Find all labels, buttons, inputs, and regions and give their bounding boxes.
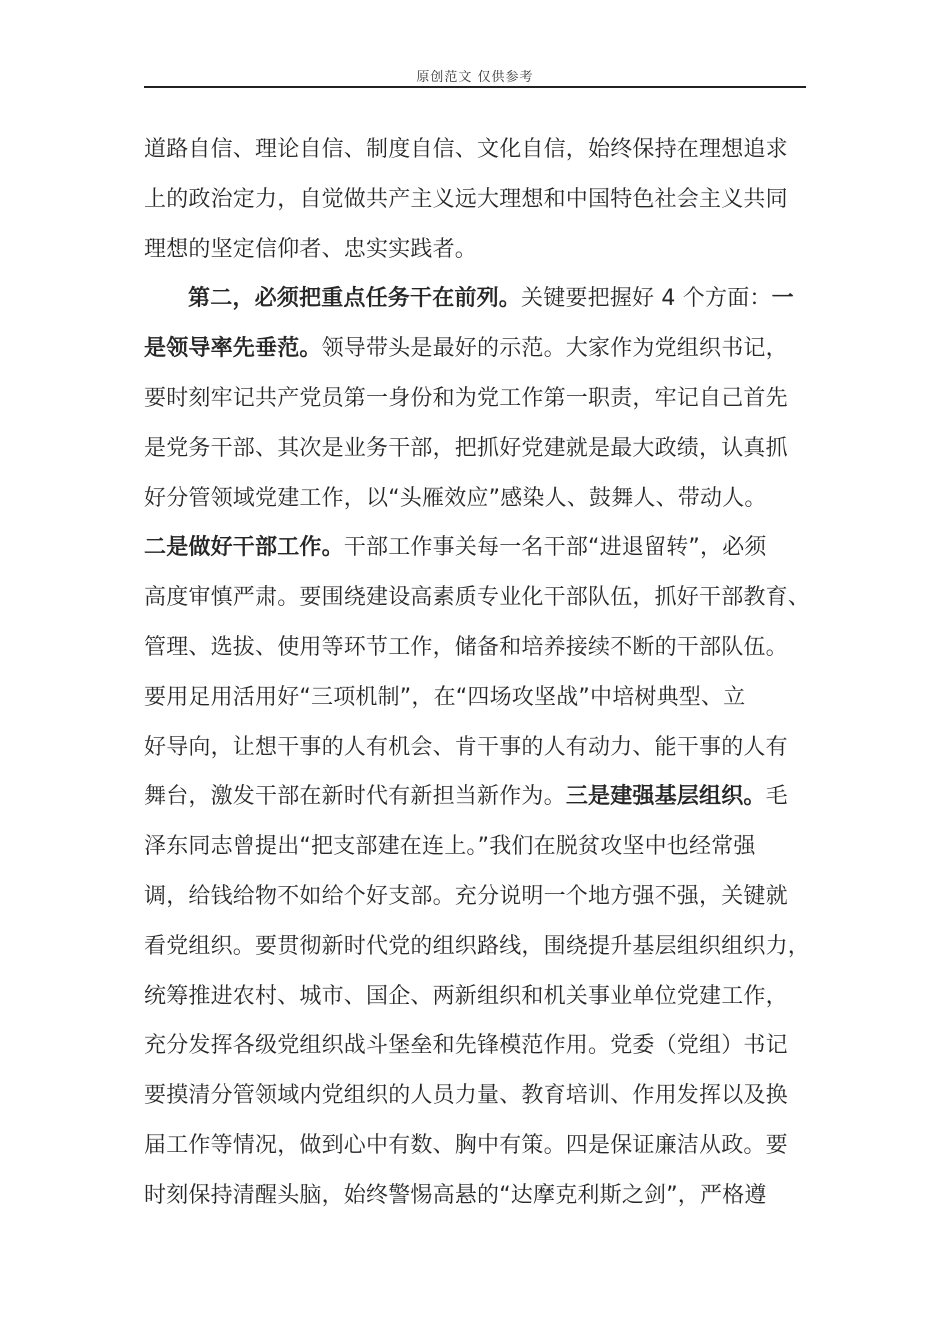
text-line — [144, 175, 806, 225]
text-segment: 关键要把握好 4 个方面： — [521, 286, 772, 312]
bold-text-segment: 二是做好干部工作。 — [144, 535, 344, 561]
text-line — [144, 922, 811, 972]
bold-text-segment: 第二，必须把重点任务干在前列。 — [188, 286, 522, 312]
text-line — [144, 822, 806, 872]
text-segment: 理想的坚定信仰者、忠实实践者。 — [144, 236, 478, 262]
bold-text-segment: 一 — [771, 286, 794, 312]
text-segment: 要用足用活用好“三项机制”，在“四场攻坚战”中培树典型、立 — [144, 684, 746, 710]
text-line — [144, 673, 806, 723]
text-segment: 上的政治定力，自觉做共产主义远大理想和中国特色社会主义共同 — [144, 186, 788, 212]
bold-text-segment: 三是建强基层组织。 — [565, 784, 766, 810]
text-line — [144, 1121, 806, 1171]
bold-text-segment: 是领导率先垂范。 — [144, 336, 322, 362]
text-line — [144, 474, 806, 524]
text-line — [144, 772, 806, 822]
text-line — [144, 125, 806, 175]
text-segment: 充分发挥各级党组织战斗堡垒和先锋模范作用。党委（党组）书记 — [144, 1033, 788, 1059]
text-line — [144, 573, 811, 623]
page-header — [144, 62, 806, 88]
text-segment: 要时刻牢记共产党员第一身份和为党工作第一职责，牢记自己首先 — [144, 385, 788, 411]
text-line — [144, 374, 806, 424]
text-segment: 泽东同志曾提出“把支部建在连上。”我们在脱贫攻坚中也经常强 — [144, 834, 756, 860]
text-line — [144, 623, 806, 673]
text-line — [144, 872, 806, 922]
text-line — [144, 1071, 806, 1121]
text-line — [144, 1171, 806, 1221]
text-segment: 统筹推进农村、城市、国企、两新组织和机关事业单位党建工作， — [144, 983, 788, 1009]
text-segment: 好导向，让想干事的人有机会、肯干事的人有动力、能干事的人有 — [144, 734, 788, 760]
text-segment: 高度审慎严肃。要围绕建设高素质专业化干部队伍，抓好干部教育、 — [144, 585, 811, 611]
text-segment: 毛 — [765, 784, 788, 810]
text-segment: 道路自信、理论自信、制度自信、文化自信，始终保持在理想追求 — [144, 137, 788, 162]
header-text: 原创范文 仅供参考 — [416, 70, 534, 85]
text-segment: 是党务干部、其次是业务干部，把抓好党建就是最大政绩，认真抓 — [144, 435, 788, 461]
text-segment: 舞台，激发干部在新时代有新担当新作为。 — [144, 784, 566, 810]
document-body — [144, 125, 811, 1221]
text-line — [144, 324, 806, 374]
text-line — [144, 723, 806, 773]
text-segment: 要摸清分管领域内党组织的人员力量、教育培训、作用发挥以及换 — [144, 1083, 788, 1109]
text-segment: 管理、选拔、使用等环节工作，储备和培养接续不断的干部队伍。 — [144, 634, 788, 660]
text-segment: 时刻保持清醒头脑，始终警惕高悬的“达摩克利斯之剑”，严格遵 — [144, 1182, 767, 1208]
text-line — [144, 274, 806, 324]
text-line — [144, 225, 806, 275]
text-segment: 领导带头是最好的示范。大家作为党组织书记， — [321, 336, 788, 362]
text-segment: 届工作等情况，做到心中有数、胸中有策。四是保证廉洁从政。要 — [144, 1132, 788, 1158]
text-line — [144, 972, 806, 1022]
text-segment: 好分管领域党建工作，以“头雁效应”感染人、鼓舞人、带动人。 — [144, 485, 767, 511]
text-line — [144, 424, 806, 474]
text-segment: 看党组织。要贯彻新时代党的组织路线，围绕提升基层组织组织力， — [144, 933, 811, 959]
text-line — [144, 523, 806, 573]
text-segment: 干部工作事关每一名干部“进退留转”，必须 — [343, 535, 767, 561]
text-segment: 调，给钱给物不如给个好支部。充分说明一个地方强不强，关键就 — [144, 883, 788, 909]
text-line — [144, 1021, 806, 1071]
